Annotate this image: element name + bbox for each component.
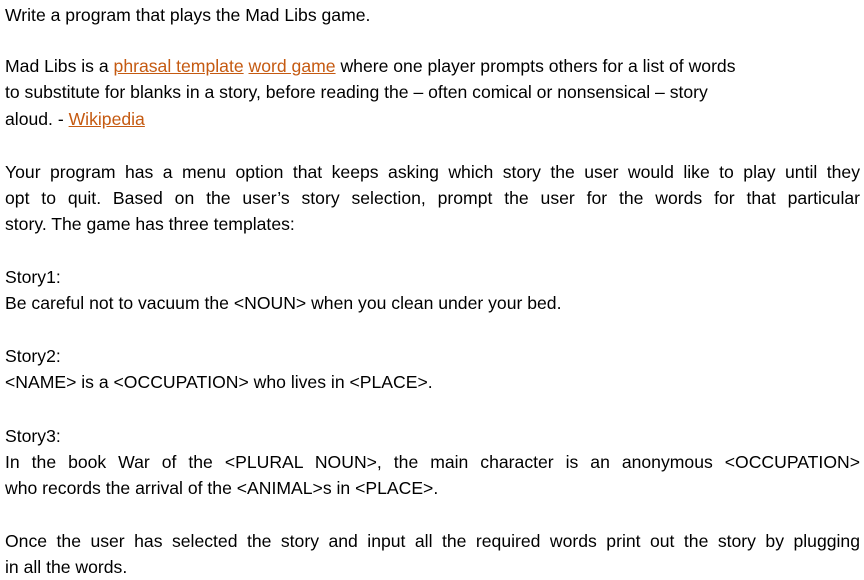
program-line-3: story. The game has three templates: bbox=[5, 214, 295, 234]
story1-title: Story1: bbox=[5, 267, 61, 287]
program-line-1: Your program has a menu option that keeps asking which story the user would like to play until they bbox=[5, 162, 860, 182]
story1-text: Be careful not to vacuum the <NOUN> when you clean under your bed. bbox=[5, 293, 562, 313]
description-text: Mad Libs is a bbox=[5, 56, 114, 76]
program-line-2: opt to quit. Based on the user’s story selection, prompt the user for the words for that particular bbox=[5, 188, 860, 208]
description-text: aloud. - bbox=[5, 109, 69, 129]
wikipedia-link[interactable]: Wikipedia bbox=[68, 109, 145, 129]
closing-line-2: in all the words. bbox=[5, 557, 128, 577]
phrasal-template-link[interactable]: phrasal template bbox=[113, 56, 244, 76]
story2-text: <NAME> is a <OCCUPATION> who lives in <PLACE>. bbox=[5, 372, 433, 392]
intro-text: Write a program that plays the Mad Libs game. bbox=[5, 5, 371, 25]
closing-line-1: Once the user has selected the story and input all the required words print out the story by plugging bbox=[5, 531, 860, 551]
story3-text-line-2: who records the arrival of the <ANIMAL>s in <PLACE>. bbox=[5, 478, 439, 498]
description-text: where one player prompts others for a list of words bbox=[335, 56, 736, 76]
description-line-3 bbox=[5, 106, 145, 132]
description-line-1 bbox=[5, 53, 736, 79]
story3-text-line-1: In the book War of the <PLURAL NOUN>, the main character is an anonymous <OCCUPATION> bbox=[5, 452, 860, 472]
word-game-link[interactable]: word game bbox=[248, 56, 336, 76]
story3-title: Story3: bbox=[5, 426, 61, 446]
story2-title: Story2: bbox=[5, 346, 61, 366]
description-line-2: to substitute for blanks in a story, before reading the – often comical or nonsensical – story bbox=[5, 82, 708, 102]
